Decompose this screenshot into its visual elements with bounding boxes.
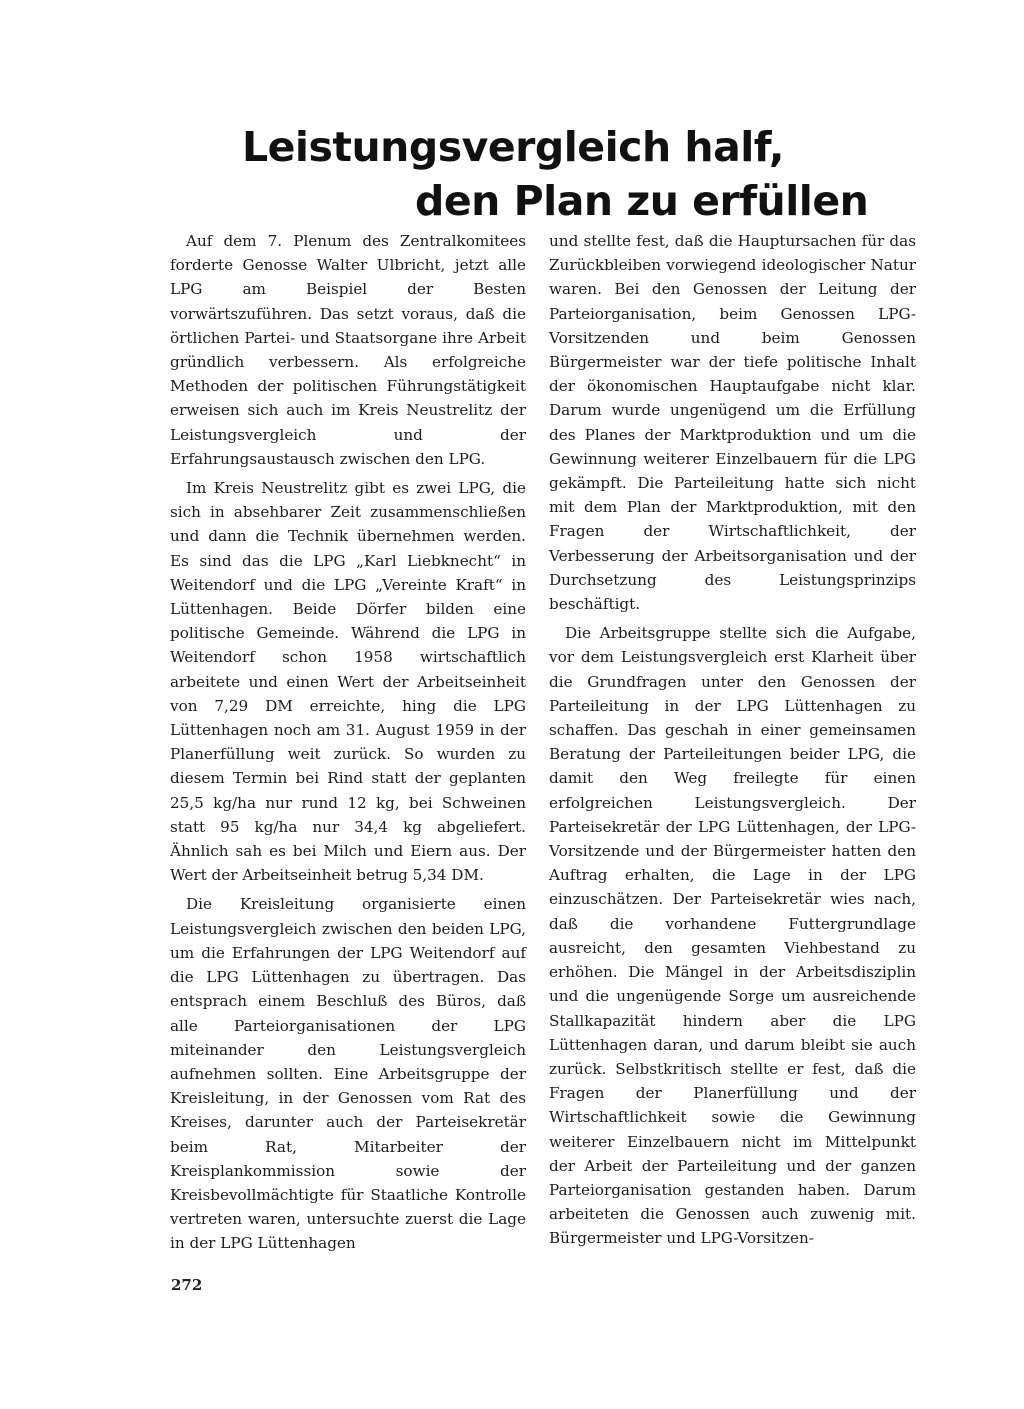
left-column (170, 229, 526, 1261)
right-column (549, 229, 916, 1256)
headline-line-2: den Plan zu erfüllen (415, 177, 869, 225)
paragraph: Die Arbeitsgruppe stellte sich die Aufgabe, vor dem Leistungsvergleich erst Klarheit über die Grundfragen unter den Genossen der Parteileitung in der LPG Lüttenhagen zu schaffen. Das geschah in einer gemeinsamen Beratung der Parteileitungen beider LPG, die damit den Weg freilegte für einen erfolgreichen Leistungsvergleich. Der Parteisekretär der LPG Lüttenhagen, der LPG-Vorsitzende und der Bürgermeister hatten den Auftrag erhalten, die Lage in der LPG einzuschätzen. Der Parteisekretär wies nach, daß die vorhandene Futtergrundlage ausreicht, den gesamten Viehbestand zu erhöhen. Die Mängel in der Arbeitsdisziplin und die ungenügende Sorge um ausreichende Stallkapazität hindern aber die LPG Lüttenhagen daran, und darum bleibt sie auch zurück. Selbstkritisch stellte er fest, daß die Fragen der Planerfüllung und der Wirtschaftlichkeit sowie die Gewinnung weiterer Einzelbauern nicht im Mittelpunkt der Arbeit der Parteileitung und der ganzen Parteiorganisation gestanden haben. Darum arbeiteten die Genossen auch zuwenig mit. Bürgermeister und LPG-Vorsitzen- (549, 624, 916, 1248)
page-number: 272 (171, 1276, 203, 1294)
paragraph: Im Kreis Neustrelitz gibt es zwei LPG, die sich in absehbarer Zeit zusammenschließen und dann die Technik übernehmen werden. Es sind das die LPG „Karl Liebknecht“ in Weitendorf und die LPG „Vereinte Kraft“ in Lüttenhagen. Beide Dörfer bilden eine politische Gemeinde. Während die LPG in Weitendorf schon 1958 wirtschaftlich arbeitete und einen Wert der Arbeitseinheit von 7,29 DM erreichte, hing die LPG Lüttenhagen noch am 31. August 1959 in der Planerfüllung weit zurück. So wurden zu diesem Termin bei Rind statt der geplanten 25,5 kg/ha nur rund 12 kg, bei Schweinen statt 95 kg/ha nur 34,4 kg abgeliefert. Ähnlich sah es bei Milch und Eiern aus. Der Wert der Arbeitseinheit betrug 5,34 DM. (170, 479, 526, 885)
article-headline (150, 120, 870, 228)
paragraph: und stellte fest, daß die Hauptursachen für das Zurückbleiben vorwiegend ideologischer Natur waren. Bei den Genossen der Leitung der Parteiorganisation, beim Genossen LPG-Vorsitzenden und beim Genossen Bürgermeister war der tiefe politische Inhalt der ökonomischen Hauptaufgabe nicht klar. Darum wurde ungenügend um die Erfüllung des Planes der Marktproduktion und um die Gewinnung weiterer Einzelbauern für die LPG gekämpft. Die Parteileitung hatte sich nicht mit dem Plan der Marktproduktion, mit den Fragen der Wirtschaftlichkeit, der Verbesserung der Arbeitsorganisation und der Durchsetzung des Leistungsprinzips beschäftigt. (549, 232, 916, 614)
paragraph: Die Kreisleitung organisierte einen Leistungsvergleich zwischen den beiden LPG, um die Erfahrungen der LPG Weitendorf auf die LPG Lüttenhagen zu übertragen. Das entsprach einem Beschluß des Büros, daß alle Parteiorganisationen der LPG miteinander den Leistungsvergleich aufnehmen sollten. Eine Arbeitsgruppe der Kreisleitung, in der Genossen vom Rat des Kreises, darunter auch der Parteisekretär beim Rat, Mitarbeiter der Kreisplankommission sowie der Kreisbevollmächtigte für Staatliche Kontrolle vertreten waren, untersuchte zuerst die Lage in der LPG Lüttenhagen (170, 895, 526, 1253)
paragraph: Auf dem 7. Plenum des Zentralkomitees forderte Genosse Walter Ulbricht, jetzt alle LPG am Beispiel der Besten vorwärtszuführen. Das setzt voraus, daß die örtlichen Partei- und Staatsorgane ihre Arbeit gründlich verbessern. Als erfolgreiche Methoden der politischen Führungstätigkeit erweisen sich auch im Kreis Neustrelitz der Leistungsvergleich und der Erfahrungsaustausch zwischen den LPG. (170, 232, 526, 468)
headline-line-1: Leistungsvergleich half, (242, 123, 784, 171)
